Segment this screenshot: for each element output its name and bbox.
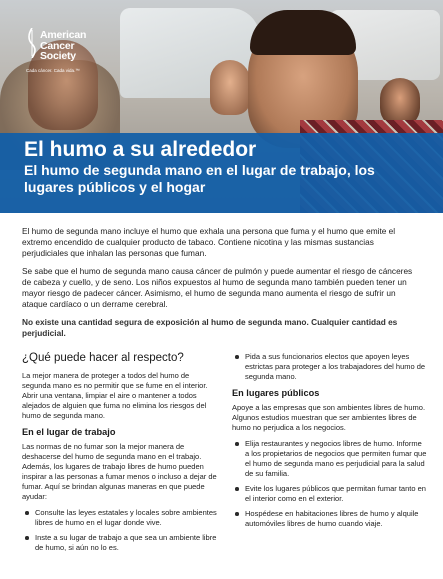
hero-photo <box>0 0 443 213</box>
bullet-icon <box>25 511 29 515</box>
workplace-list-continued <box>232 352 427 382</box>
bullet-icon <box>235 442 239 446</box>
left-column <box>22 352 217 559</box>
brand-tagline: Cada cáncer. Cada vida.™ <box>26 68 80 73</box>
list-item: Pida a sus funcionarios electos que apoyen leyes estrictas para proteger a los trabajadores del humo de segunda mano. <box>232 352 427 382</box>
child-figure <box>210 60 250 115</box>
intro-paragraph-1: El humo de segunda mano incluye el humo que exhala una persona que fuma y el humo que emite el extremo encendido de cualquier producto de tabaco. Contiene nicotina y las mismas sustancias perjudiciales que inhalan las personas que fuman. <box>22 226 396 258</box>
what-can-you-do-heading: ¿Qué puede hacer al respecto? <box>22 352 184 364</box>
intro-paragraph-2: Se sabe que el humo de segunda mano causa cáncer de pulmón y puede aumentar el riesgo de cánceres de cabeza y cuello, y de seno. Los niños expuestos al humo de segunda mano también pueden tener un mayor riesgo de padecer cáncer. Asimismo, el humo de segunda mano aumenta el riesgo de sufrir un ataque cardíaco o un derrame cerebral. <box>22 266 413 309</box>
sword-icon <box>26 28 38 58</box>
list-item: Inste a su lugar de trabajo a que sea un ambiente libre de humo, si aún no lo es. <box>22 533 217 553</box>
list-item: Hospédese en habitaciones libres de humo y alquile automóviles libres de humo cuando viaje. <box>232 509 427 529</box>
page-subtitle: El humo de segunda mano en el lugar de trabajo, los lugares públicos y el hogar <box>24 162 375 195</box>
right-column <box>232 352 427 535</box>
list-item: Elija restaurantes y negocios libres de humo. Informe a los propietarios de negocios que permiten fumar que el humo de segunda mano es perjudicial para la salud de su familia. <box>232 439 427 479</box>
intro-warning: No existe una cantidad segura de exposición al humo de segunda mano. Cualquier cantidad es perjudicial. <box>22 317 398 338</box>
workplace-paragraph: Las normas de no fumar son la mejor manera de deshacerse del humo de segunda mano en el trabajo. Además, los lugares de trabajo libres de humo pueden inspirar a las personas a fumar menos o incluso a dejar de fumar. Aquí se brindan algunas maneras en que puede ayudar: <box>22 442 217 501</box>
bullet-icon <box>235 512 239 516</box>
public-places-heading: En lugares públicos <box>232 388 320 398</box>
workplace-heading: En el lugar de trabajo <box>22 427 116 437</box>
public-places-paragraph: Apoye a las empresas que son ambientes libres de humo. Algunos estudios muestran que ser ambientes libres de humo no perjudica a los negocios. <box>232 403 426 432</box>
list-item: Consulte las leyes estatales y locales sobre ambientes libres de humo en el lugar donde vive. <box>22 508 217 528</box>
intro-section <box>22 226 422 339</box>
public-places-list <box>232 439 427 529</box>
workplace-list <box>22 508 217 553</box>
title-banner <box>0 133 443 213</box>
bullet-icon <box>235 487 239 491</box>
bullet-icon <box>25 536 29 540</box>
man-hair <box>250 10 356 55</box>
brand-name: American Cancer Society <box>40 29 87 62</box>
left-paragraph-1: La mejor manera de proteger a todos del humo de segunda mano es no permitir que se fume en el interior. Abrir una ventana, limpiar el aire o mantener a todos alejados de alguien que fuma no elimina los riesgos del humo de segunda mano. <box>22 371 208 420</box>
bullet-icon <box>235 355 239 359</box>
acs-logo <box>24 28 134 78</box>
page-title: El humo a su alrededor <box>24 138 257 161</box>
list-item: Evite los lugares públicos que permitan fumar tanto en el interior como en el exterior. <box>232 484 427 504</box>
